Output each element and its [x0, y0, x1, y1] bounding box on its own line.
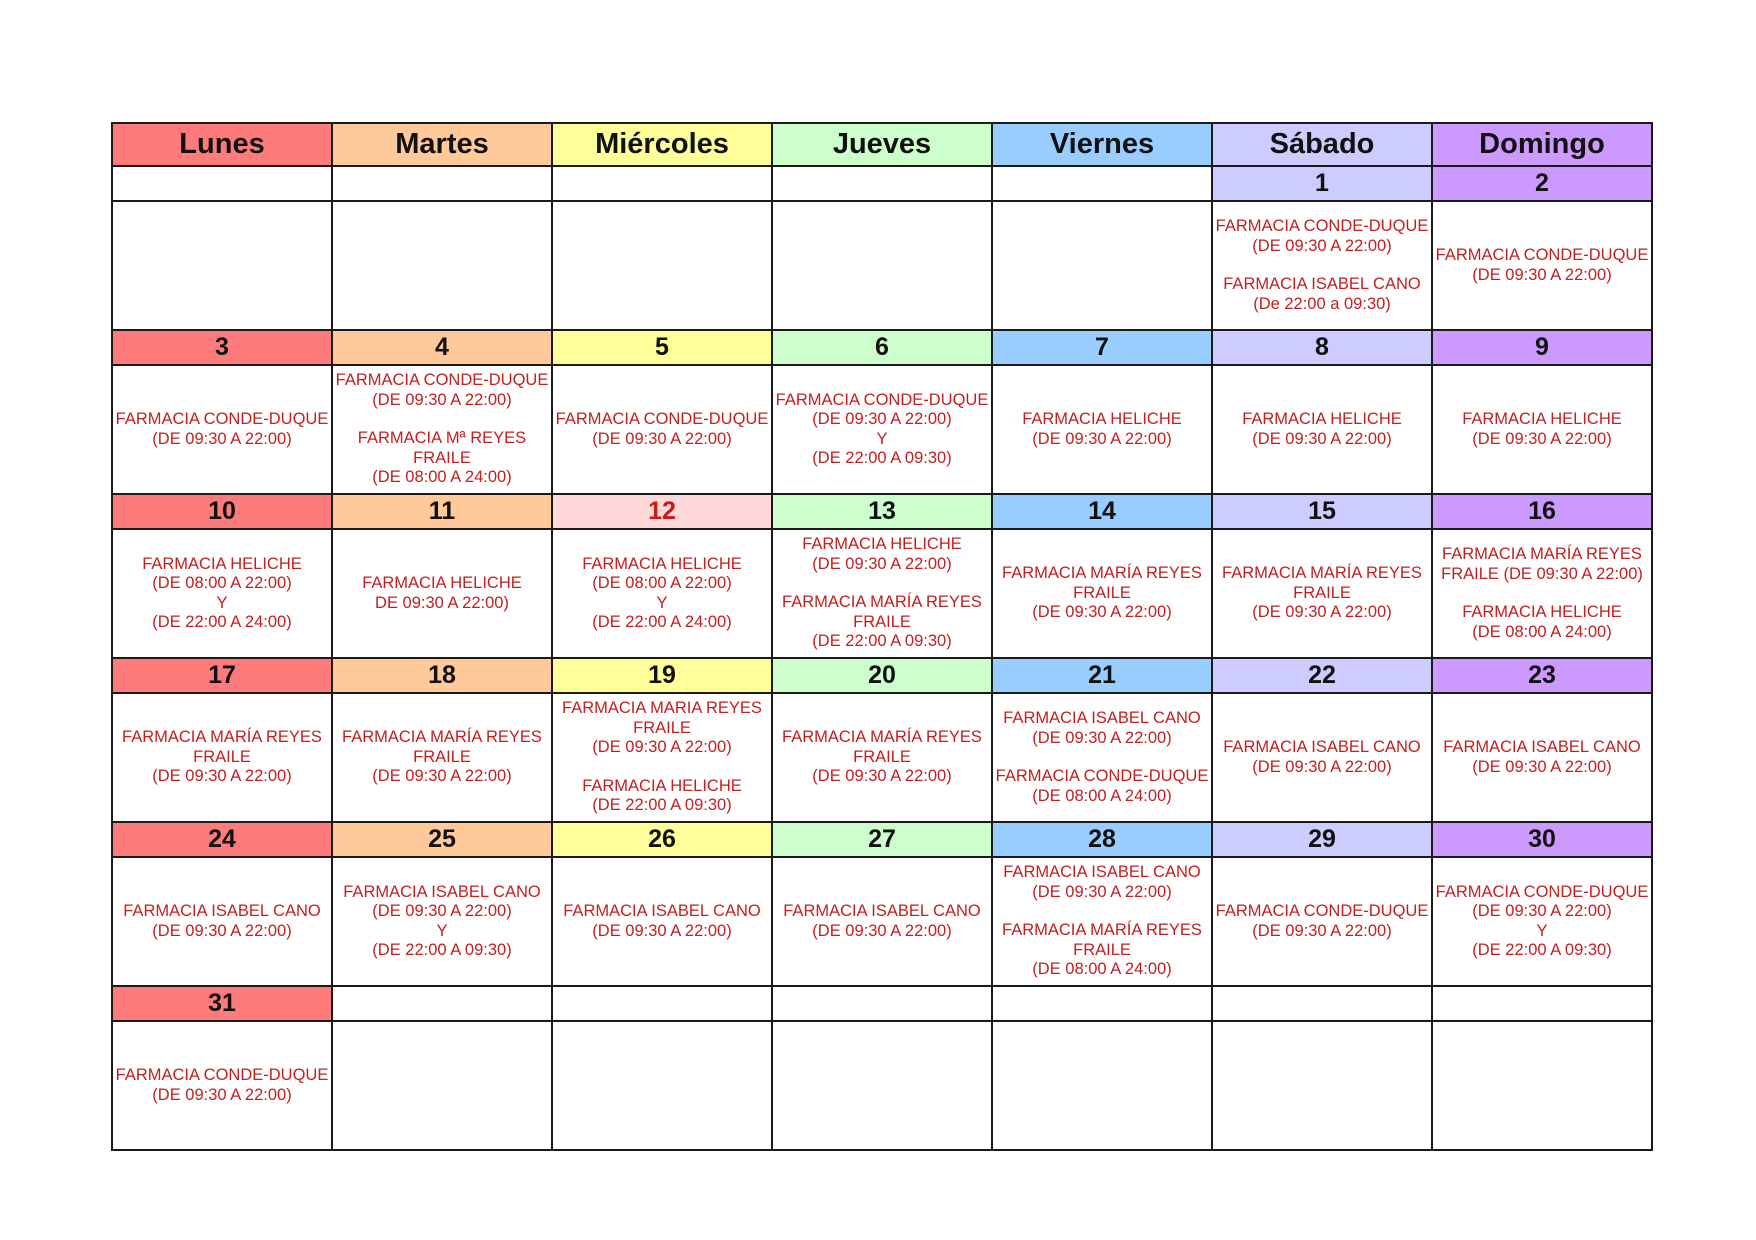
- duty-line: (DE 22:00 A 24:00): [592, 613, 732, 631]
- duty-line: (DE 09:30 A 22:00): [1032, 429, 1172, 448]
- weekday-lunes: Lunes: [112, 123, 332, 166]
- day-number: 25: [332, 822, 552, 857]
- duty-line: FRAILE: [413, 747, 471, 766]
- day-number: 17: [112, 658, 332, 693]
- duty-line: (DE 09:30 A 22:00): [1252, 603, 1392, 622]
- duty-line: FRAILE: [1293, 583, 1351, 602]
- duty-line: (DE 09:30 A 22:00): [592, 738, 732, 757]
- line-gap: [773, 574, 991, 593]
- duty-line: (De 22:00 a 09:30): [1253, 294, 1391, 313]
- duty-line: (DE 08:00 A 24:00): [1032, 960, 1172, 979]
- duty-line: (DE 08:00 A 22:00): [152, 574, 292, 592]
- day-number: [772, 986, 992, 1021]
- day-duty-cell: [112, 857, 332, 986]
- day-duty-cell: [552, 857, 772, 986]
- duty-line: FRAILE: [633, 718, 691, 737]
- day-duty-cell: [332, 365, 552, 494]
- week-duty-row: [112, 1021, 1652, 1150]
- day-duty-cell: [772, 1021, 992, 1150]
- duty-line: FARMACIA CONDE-DUQUE: [555, 410, 769, 428]
- day-number: 19: [552, 658, 772, 693]
- day-number: 8: [1212, 330, 1432, 365]
- duty-line: (DE 09:30 A 22:00): [1252, 236, 1392, 255]
- duty-line: (DE 09:30 A 22:00): [372, 390, 512, 409]
- duty-line: FARMACIA HELICHE: [142, 554, 302, 573]
- duty-line: (DE 09:30 A 22:00): [372, 767, 512, 786]
- day-duty-cell: [552, 365, 772, 494]
- duty-line: Y: [1536, 921, 1548, 940]
- day-number: 13: [772, 494, 992, 529]
- day-duty-cell: [332, 529, 552, 658]
- day-number: 7: [992, 330, 1212, 365]
- duty-line: (DE 22:00 A 09:30): [1472, 941, 1612, 959]
- duty-line: (DE 09:30 A 22:00): [372, 902, 512, 920]
- day-number: 18: [332, 658, 552, 693]
- duty-line: (DE 22:00 A 24:00): [152, 613, 292, 631]
- day-number: [992, 986, 1212, 1021]
- weekday-domingo: Domingo: [1432, 123, 1652, 166]
- duty-line: FARMACIA MARÍA REYES: [342, 728, 542, 747]
- day-number: 14: [992, 494, 1212, 529]
- day-number: 20: [772, 658, 992, 693]
- duty-line: FARMACIA MARÍA REYES: [1442, 545, 1642, 563]
- duty-line: (DE 09:30 A 22:00): [1252, 921, 1392, 940]
- duty-line: (DE 22:00 A 09:30): [592, 796, 732, 815]
- day-number: [552, 986, 772, 1021]
- duty-line: (DE 09:30 A 22:00): [812, 410, 952, 428]
- duty-line: (DE 22:00 A 09:30): [372, 941, 512, 959]
- day-number: [332, 986, 552, 1021]
- day-duty-cell: [772, 693, 992, 822]
- day-duty-cell: [552, 693, 772, 822]
- day-duty-cell: [992, 201, 1212, 330]
- day-number: 12: [552, 494, 772, 529]
- day-duty-cell: [992, 693, 1212, 822]
- week-duty-row: [112, 857, 1652, 986]
- line-gap: [993, 748, 1211, 767]
- day-duty-cell: [112, 1021, 332, 1150]
- day-number: 9: [1432, 330, 1652, 365]
- weekday-martes: Martes: [332, 123, 552, 166]
- week-number-row: [112, 166, 1652, 201]
- day-number: 6: [772, 330, 992, 365]
- duty-line: (DE 09:30 A 22:00): [152, 921, 292, 940]
- duty-line: FRAILE: [853, 612, 911, 631]
- weekday-miercoles: Miércoles: [552, 123, 772, 166]
- duty-line: FRAILE (DE 09:30 A 22:00): [1441, 564, 1643, 583]
- duty-line: Y: [656, 593, 668, 612]
- duty-line: (DE 22:00 A 09:30): [812, 632, 952, 651]
- pharmacy-calendar: [111, 122, 1653, 1151]
- day-duty-cell: [112, 365, 332, 494]
- week-number-row: [112, 822, 1652, 857]
- week-number-row: [112, 330, 1652, 365]
- day-number: [1212, 986, 1432, 1021]
- day-duty-cell: [332, 201, 552, 330]
- day-number: 27: [772, 822, 992, 857]
- duty-line: (DE 09:30 A 22:00): [1252, 757, 1392, 776]
- duty-line: (DE 09:30 A 22:00): [812, 921, 952, 940]
- day-number: [992, 166, 1212, 201]
- day-number: 10: [112, 494, 332, 529]
- day-number: 24: [112, 822, 332, 857]
- duty-line: (DE 09:30 A 22:00): [1472, 265, 1612, 284]
- day-number: 11: [332, 494, 552, 529]
- duty-line: (DE 09:30 A 22:00): [1472, 902, 1612, 920]
- day-duty-cell: [332, 857, 552, 986]
- duty-line: FARMACIA ISABEL CANO: [1003, 863, 1201, 882]
- duty-line: FRAILE: [1073, 940, 1131, 959]
- duty-line: FARMACIA CONDE-DUQUE: [115, 1066, 329, 1084]
- duty-line: (DE 08:00 A 22:00): [592, 574, 732, 592]
- day-duty-cell: [1432, 201, 1652, 330]
- duty-line: (DE 09:30 A 22:00): [1032, 603, 1172, 622]
- weekday-jueves: Jueves: [772, 123, 992, 166]
- week-duty-row: [112, 201, 1652, 330]
- duty-line: FARMACIA MARÍA REYES: [1222, 564, 1422, 583]
- duty-line: (DE 09:30 A 22:00): [1252, 429, 1392, 448]
- day-duty-cell: [332, 1021, 552, 1150]
- duty-line: (DE 09:30 A 22:00): [812, 554, 952, 573]
- duty-line: (DE 09:30 A 22:00): [1472, 757, 1612, 776]
- day-number: 28: [992, 822, 1212, 857]
- duty-line: FARMACIA HELICHE: [582, 776, 742, 795]
- day-duty-cell: [1212, 201, 1432, 330]
- duty-line: DE 09:30 A 22:00): [375, 593, 509, 612]
- duty-line: FARMACIA ISABEL CANO: [1223, 738, 1421, 756]
- day-duty-cell: [1212, 1021, 1432, 1150]
- duty-line: FARMACIA ISABEL CANO: [563, 902, 761, 920]
- week-number-row: [112, 986, 1652, 1021]
- duty-line: (DE 09:30 A 22:00): [152, 767, 292, 786]
- duty-line: FRAILE: [193, 747, 251, 766]
- duty-line: FARMACIA CONDE-DUQUE: [335, 371, 549, 390]
- duty-line: FRAILE: [853, 747, 911, 766]
- duty-line: (DE 09:30 A 22:00): [592, 429, 732, 448]
- duty-line: FARMACIA ISABEL CANO: [123, 902, 321, 920]
- duty-line: FARMACIA ISABEL CANO: [343, 882, 541, 901]
- day-duty-cell: [1212, 693, 1432, 822]
- day-duty-cell: [992, 1021, 1212, 1150]
- duty-line: FARMACIA MARIA REYES: [562, 699, 762, 718]
- duty-line: FARMACIA CONDE-DUQUE: [1215, 217, 1429, 235]
- duty-line: FARMACIA HELICHE: [1022, 410, 1182, 428]
- day-number: [552, 166, 772, 201]
- duty-line: FARMACIA ISABEL CANO: [783, 902, 981, 920]
- duty-line: FARMACIA HELICHE: [1462, 410, 1622, 428]
- duty-line: FARMACIA HELICHE: [802, 535, 962, 554]
- duty-line: FARMACIA CONDE-DUQUE: [115, 410, 329, 428]
- duty-line: FARMACIA ISABEL CANO: [1223, 275, 1421, 293]
- duty-line: FARMACIA ISABEL CANO: [1443, 738, 1641, 756]
- duty-line: (DE 09:30 A 22:00): [812, 767, 952, 786]
- duty-line: FRAILE: [413, 448, 471, 467]
- day-number: 31: [112, 986, 332, 1021]
- day-duty-cell: [332, 693, 552, 822]
- duty-line: (DE 09:30 A 22:00): [152, 429, 292, 448]
- duty-line: (DE 08:00 A 24:00): [1472, 622, 1612, 641]
- day-number: 2: [1432, 166, 1652, 201]
- day-duty-cell: [1212, 365, 1432, 494]
- line-gap: [553, 758, 771, 777]
- day-number: [772, 166, 992, 201]
- day-duty-cell: [112, 201, 332, 330]
- day-duty-cell: [772, 201, 992, 330]
- day-duty-cell: [1432, 693, 1652, 822]
- day-duty-cell: [772, 857, 992, 986]
- week-duty-row: [112, 529, 1652, 658]
- day-duty-cell: [552, 529, 772, 658]
- duty-line: (DE 08:00 A 24:00): [372, 468, 512, 487]
- duty-line: FARMACIA MARÍA REYES: [1002, 921, 1202, 940]
- duty-line: (DE 09:30 A 22:00): [592, 921, 732, 940]
- day-number: 29: [1212, 822, 1432, 857]
- day-duty-cell: [1432, 529, 1652, 658]
- day-number: 21: [992, 658, 1212, 693]
- duty-line: FARMACIA HELICHE: [1242, 410, 1402, 428]
- duty-line: (DE 09:30 A 22:00): [1032, 882, 1172, 901]
- day-duty-cell: [992, 529, 1212, 658]
- duty-line: FARMACIA CONDE-DUQUE: [1435, 246, 1649, 264]
- weekday-viernes: Viernes: [992, 123, 1212, 166]
- weekday-sabado: Sábado: [1212, 123, 1432, 166]
- day-number: 26: [552, 822, 772, 857]
- duty-line: FARMACIA MARÍA REYES: [782, 593, 982, 612]
- duty-line: (DE 09:30 A 22:00): [152, 1085, 292, 1104]
- day-duty-cell: [992, 857, 1212, 986]
- duty-line: FARMACIA ISABEL CANO: [1003, 709, 1201, 727]
- duty-line: Y: [436, 921, 448, 940]
- duty-line: FARMACIA MARÍA REYES: [122, 728, 322, 747]
- week-number-row: [112, 494, 1652, 529]
- weekday-header-row: [112, 123, 1652, 166]
- day-number: [1432, 986, 1652, 1021]
- duty-line: FARMACIA Mª REYES: [357, 429, 527, 448]
- day-duty-cell: [112, 693, 332, 822]
- calendar-weeks: [112, 166, 1652, 1150]
- day-duty-cell: [552, 201, 772, 330]
- duty-line: FARMACIA HELICHE: [1462, 603, 1622, 621]
- duty-line: (DE 09:30 A 22:00): [1472, 429, 1612, 448]
- day-duty-cell: [772, 529, 992, 658]
- day-number: 23: [1432, 658, 1652, 693]
- line-gap: [333, 410, 551, 429]
- day-duty-cell: [1432, 365, 1652, 494]
- day-duty-cell: [1432, 857, 1652, 986]
- line-gap: [1433, 584, 1651, 603]
- duty-line: (DE 22:00 A 09:30): [812, 449, 952, 467]
- duty-line: Y: [876, 429, 888, 448]
- duty-line: (DE 09:30 A 22:00): [1032, 728, 1172, 747]
- day-duty-cell: [1212, 529, 1432, 658]
- day-number: 1: [1212, 166, 1432, 201]
- duty-line: FARMACIA CONDE-DUQUE: [995, 767, 1209, 785]
- day-duty-cell: [1432, 1021, 1652, 1150]
- day-duty-cell: [772, 365, 992, 494]
- day-number: 4: [332, 330, 552, 365]
- week-duty-row: [112, 365, 1652, 494]
- day-duty-cell: [1212, 857, 1432, 986]
- line-gap: [1213, 256, 1431, 275]
- day-number: 3: [112, 330, 332, 365]
- duty-line: FARMACIA HELICHE: [362, 574, 522, 592]
- duty-line: FRAILE: [1073, 583, 1131, 602]
- duty-line: (DE 08:00 A 24:00): [1032, 786, 1172, 805]
- week-number-row: [112, 658, 1652, 693]
- day-duty-cell: [112, 529, 332, 658]
- day-duty-cell: [552, 1021, 772, 1150]
- day-number: 15: [1212, 494, 1432, 529]
- week-duty-row: [112, 693, 1652, 822]
- duty-line: FARMACIA MARÍA REYES: [1002, 564, 1202, 583]
- duty-line: Y: [216, 593, 228, 612]
- duty-line: FARMACIA CONDE-DUQUE: [775, 390, 989, 409]
- day-number: 5: [552, 330, 772, 365]
- duty-line: FARMACIA CONDE-DUQUE: [1215, 902, 1429, 920]
- line-gap: [993, 902, 1211, 921]
- duty-line: FARMACIA CONDE-DUQUE: [1435, 882, 1649, 901]
- day-duty-cell: [992, 365, 1212, 494]
- duty-line: FARMACIA HELICHE: [582, 554, 742, 573]
- day-number: [332, 166, 552, 201]
- duty-line: FARMACIA MARÍA REYES: [782, 728, 982, 747]
- day-number: 16: [1432, 494, 1652, 529]
- day-number: 22: [1212, 658, 1432, 693]
- day-number: [112, 166, 332, 201]
- day-number: 30: [1432, 822, 1652, 857]
